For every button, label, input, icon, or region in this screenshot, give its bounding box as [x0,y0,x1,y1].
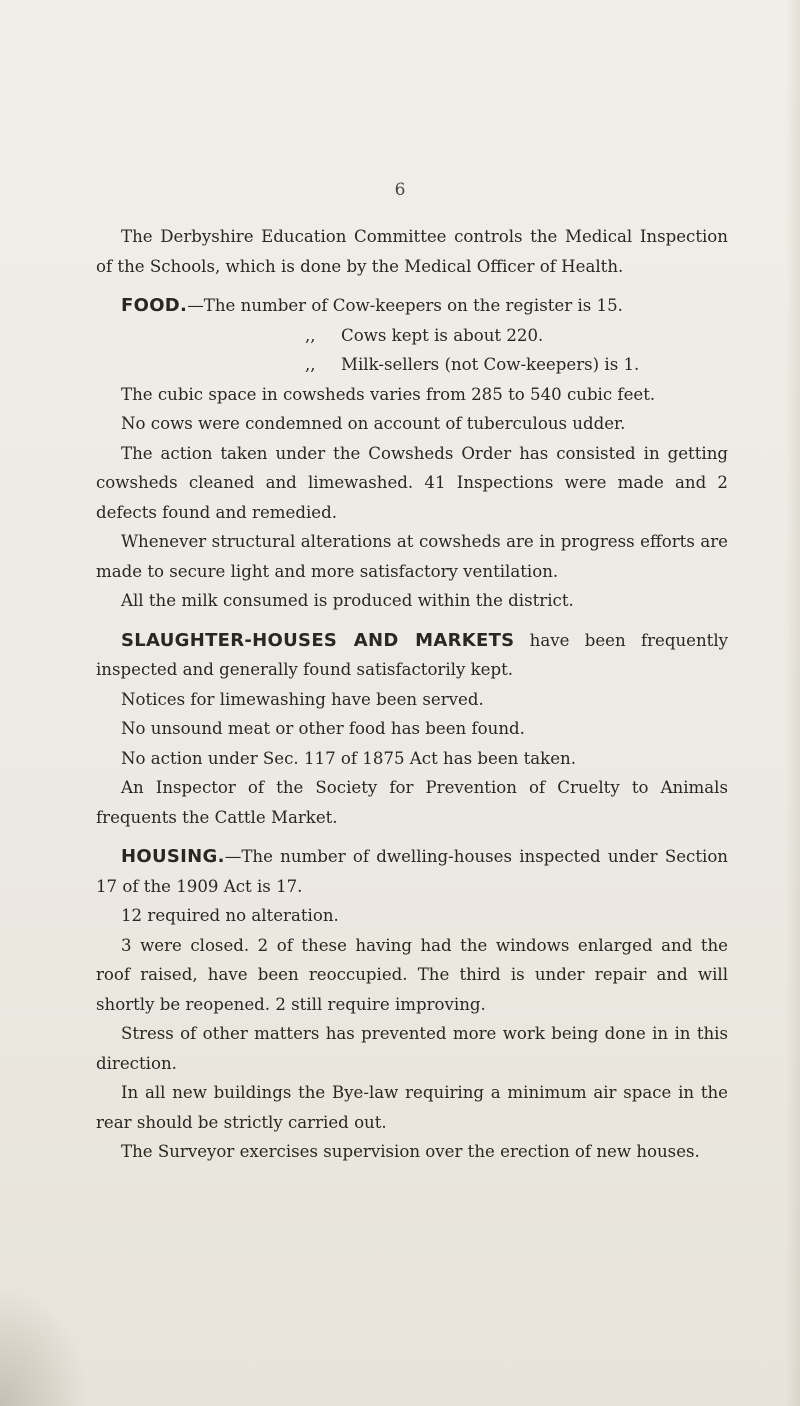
slaughter-paragraph-action: No action under Sec. 117 of 1875 Act has been taken. [121,748,577,768]
slaughter-lead-paragraph [96,626,728,685]
page-edge-shadow [786,0,800,1406]
food-paragraph-cowsheds-order: The action taken under the Cowsheds Order has consisted in getting cowsheds cleaned and limewashed. 41 Inspections were made and 2 defects found and remedied. [96,443,728,522]
slaughter-houses-heading: SLAUGHTER-HOUSES AND MARKETS [121,629,515,651]
ditto-mark: ,, [305,355,316,374]
food-paragraph-alterations: Whenever structural alterations at cowsheds are in progress efforts are made to secure light and more satisfactory ventilation. [96,532,728,581]
housing-paragraph-stress: Stress of other matters has prevented more work being done in in this direction. [96,1024,728,1073]
page-corner-shadow [0,1286,90,1406]
food-line-3 [96,350,728,380]
page-number: 6 [394,180,406,200]
housing-lead-paragraph [96,842,728,901]
slaughter-paragraph-notices: Notices for limewashing have been served. [121,689,484,709]
slaughter-lead-text: have been frequently inspected and generally found satisfactorily kept. [96,630,729,679]
food-paragraph-milk: All the milk consumed is produced within the district. [121,591,574,610]
food-section [96,291,728,616]
housing-paragraph-bye-law: In all new buildings the Bye-law requiring a minimum air space in the rear should be strictly carried out. [96,1083,728,1132]
food-paragraph-cubic-space: The cubic space in cowsheds varies from 285 to 540 cubic feet. [121,384,656,404]
slaughter-paragraph-inspector: An Inspector of the Society for Prevention of Cruelty to Animals frequents the Cattle Market. [96,778,728,827]
food-paragraph-condemned: No cows were condemned on account of tuberculous udder. [121,414,626,433]
food-line-2-text: Cows kept is about 220. [341,325,544,345]
food-line-2 [96,321,728,351]
food-line-1-text: —The number of Cow-keepers on the register is 15. [187,296,623,315]
housing-section [96,842,728,1167]
ditto-mark: ,, [305,325,316,345]
housing-paragraph-no-alteration: 12 required no alteration. [121,906,339,925]
page-body [96,222,728,1167]
housing-heading: HOUSING. [121,846,225,867]
food-line-3-text: Milk-sellers (not Cow-keepers) is 1. [341,355,640,374]
housing-lead-text: —The number of dwelling-houses inspected under Section 17 of the 1909 Act is 17. [96,847,728,896]
intro-paragraph: The Derbyshire Education Committee controls the Medical Inspection of the Schools, which is done by the Medical Officer of Health. [96,227,728,276]
housing-paragraph-surveyor: The Surveyor exercises supervision over the erection of new houses. [121,1142,700,1161]
slaughter-paragraph-unsound-meat: No unsound meat or other food has been found. [121,719,525,738]
slaughter-houses-section [96,626,728,833]
housing-paragraph-closed: 3 were closed. 2 of these having had the windows enlarged and the roof raised, have been reoccupied. The third is under repair and will shortly be reopened. 2 still require improving. [96,935,728,1014]
food-heading: FOOD. [121,295,188,316]
food-line-1 [96,291,728,321]
